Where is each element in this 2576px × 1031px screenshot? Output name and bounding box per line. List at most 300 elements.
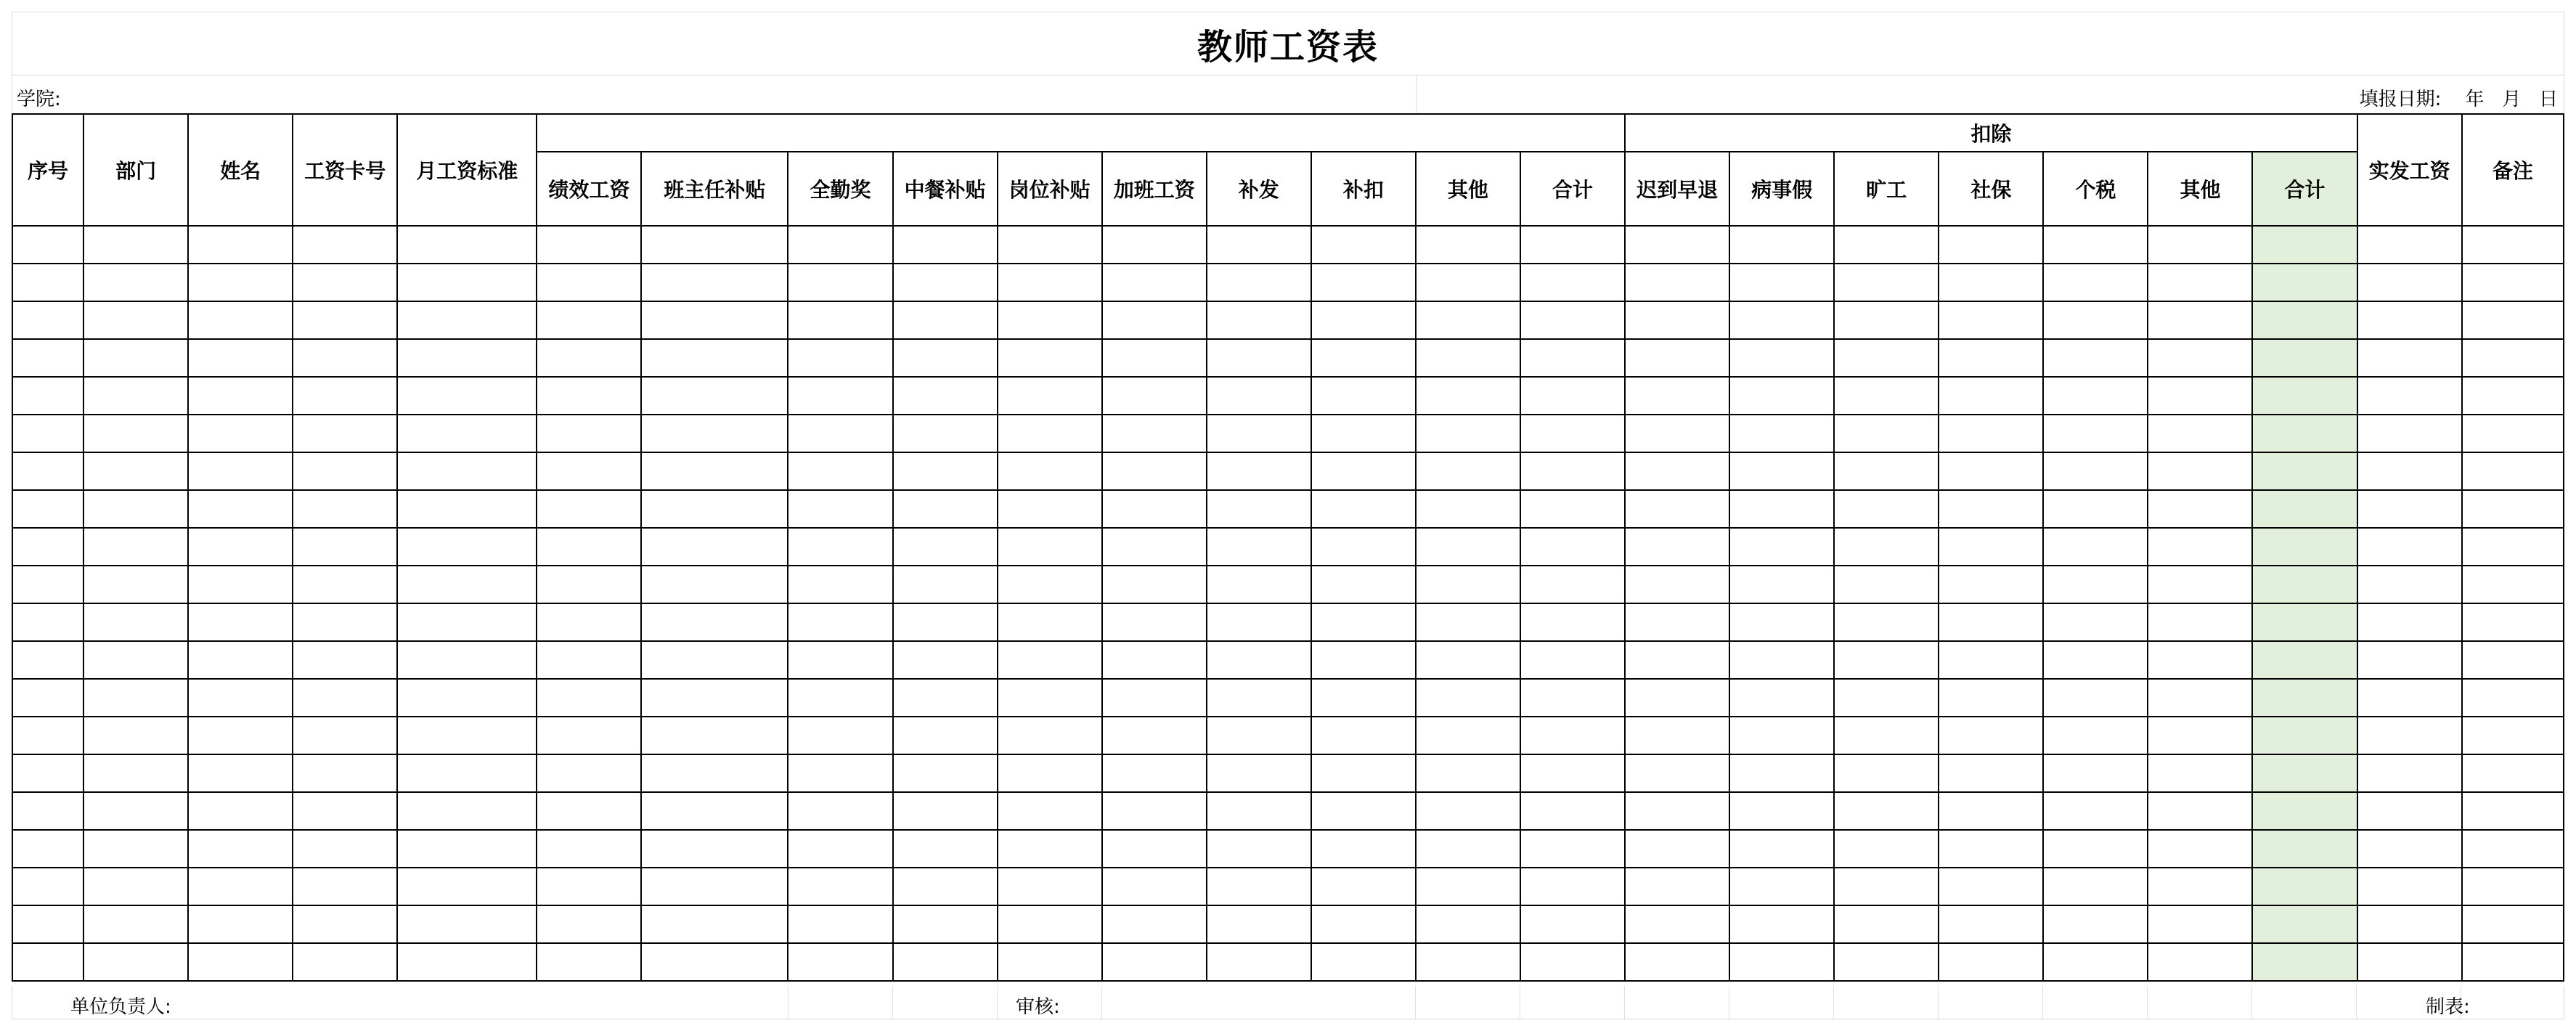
- table-cell[interactable]: [1102, 264, 1207, 301]
- table-cell[interactable]: [1939, 754, 2043, 792]
- table-cell[interactable]: [1939, 528, 2043, 566]
- table-cell[interactable]: [537, 679, 641, 717]
- table-cell[interactable]: [537, 301, 641, 339]
- table-cell[interactable]: [537, 528, 641, 566]
- table-cell[interactable]: [397, 377, 537, 415]
- table-cell[interactable]: [2252, 377, 2357, 415]
- table-cell[interactable]: [1939, 566, 2043, 603]
- table-cell[interactable]: [1939, 264, 2043, 301]
- table-cell[interactable]: [537, 943, 641, 981]
- table-cell[interactable]: [2043, 717, 2148, 754]
- table-cell[interactable]: [397, 603, 537, 641]
- table-cell[interactable]: [1102, 641, 1207, 679]
- table-cell[interactable]: [188, 792, 293, 830]
- table-cell[interactable]: [788, 377, 892, 415]
- table-cell[interactable]: [1625, 754, 1729, 792]
- table-cell[interactable]: [1207, 415, 1311, 452]
- table-cell[interactable]: [998, 754, 1102, 792]
- table-cell[interactable]: [1625, 415, 1729, 452]
- table-cell[interactable]: [893, 641, 998, 679]
- table-cell[interactable]: [1729, 415, 1834, 452]
- table-cell[interactable]: [893, 452, 998, 490]
- table-cell[interactable]: [1311, 754, 1416, 792]
- table-cell[interactable]: [397, 301, 537, 339]
- table-cell[interactable]: [1520, 792, 1625, 830]
- table-cell[interactable]: [998, 717, 1102, 754]
- table-cell[interactable]: [2462, 603, 2564, 641]
- table-cell[interactable]: [83, 641, 188, 679]
- table-cell[interactable]: [397, 905, 537, 943]
- table-cell[interactable]: [2357, 415, 2462, 452]
- table-cell[interactable]: [397, 566, 537, 603]
- table-cell[interactable]: [188, 641, 293, 679]
- table-cell[interactable]: [83, 301, 188, 339]
- table-cell[interactable]: [788, 264, 892, 301]
- table-cell[interactable]: [2148, 943, 2252, 981]
- table-cell[interactable]: [2148, 264, 2252, 301]
- table-cell[interactable]: [2357, 226, 2462, 264]
- table-cell[interactable]: [893, 754, 998, 792]
- table-cell[interactable]: [2148, 603, 2252, 641]
- table-cell[interactable]: [1102, 717, 1207, 754]
- table-cell[interactable]: [1520, 868, 1625, 905]
- table-cell[interactable]: [641, 792, 788, 830]
- table-cell[interactable]: [998, 792, 1102, 830]
- table-cell[interactable]: [188, 943, 293, 981]
- table-cell[interactable]: [12, 339, 83, 377]
- table-cell[interactable]: [788, 641, 892, 679]
- table-cell[interactable]: [893, 339, 998, 377]
- table-cell[interactable]: [2148, 679, 2252, 717]
- table-cell[interactable]: [2148, 566, 2252, 603]
- table-cell[interactable]: [998, 566, 1102, 603]
- table-cell[interactable]: [2043, 603, 2148, 641]
- table-cell[interactable]: [893, 490, 998, 528]
- table-cell[interactable]: [12, 226, 83, 264]
- table-cell[interactable]: [537, 792, 641, 830]
- table-cell[interactable]: [2357, 264, 2462, 301]
- table-cell[interactable]: [2462, 566, 2564, 603]
- table-cell[interactable]: [1102, 905, 1207, 943]
- table-cell[interactable]: [1207, 905, 1311, 943]
- table-cell[interactable]: [2357, 868, 2462, 905]
- table-cell[interactable]: [1939, 868, 2043, 905]
- table-cell[interactable]: [2462, 905, 2564, 943]
- table-cell[interactable]: [83, 830, 188, 868]
- table-cell[interactable]: [188, 830, 293, 868]
- table-cell[interactable]: [537, 415, 641, 452]
- table-cell[interactable]: [1939, 415, 2043, 452]
- table-cell[interactable]: [1729, 792, 1834, 830]
- table-cell[interactable]: [1311, 301, 1416, 339]
- table-cell[interactable]: [2252, 452, 2357, 490]
- table-cell[interactable]: [83, 264, 188, 301]
- table-cell[interactable]: [1625, 603, 1729, 641]
- table-cell[interactable]: [1520, 264, 1625, 301]
- table-cell[interactable]: [83, 377, 188, 415]
- table-cell[interactable]: [1939, 226, 2043, 264]
- table-cell[interactable]: [83, 415, 188, 452]
- table-cell[interactable]: [2357, 943, 2462, 981]
- table-cell[interactable]: [397, 868, 537, 905]
- table-cell[interactable]: [1625, 452, 1729, 490]
- table-cell[interactable]: [893, 264, 998, 301]
- table-cell[interactable]: [788, 905, 892, 943]
- table-cell[interactable]: [1729, 339, 1834, 377]
- table-cell[interactable]: [2252, 490, 2357, 528]
- table-cell[interactable]: [2043, 339, 2148, 377]
- table-cell[interactable]: [1625, 377, 1729, 415]
- table-cell[interactable]: [1102, 226, 1207, 264]
- table-cell[interactable]: [2043, 528, 2148, 566]
- table-cell[interactable]: [1834, 339, 1939, 377]
- table-cell[interactable]: [1834, 603, 1939, 641]
- table-cell[interactable]: [1416, 905, 1520, 943]
- table-cell[interactable]: [1834, 679, 1939, 717]
- table-cell[interactable]: [12, 792, 83, 830]
- table-cell[interactable]: [188, 339, 293, 377]
- table-cell[interactable]: [1102, 679, 1207, 717]
- table-cell[interactable]: [1207, 717, 1311, 754]
- table-cell[interactable]: [293, 566, 397, 603]
- table-cell[interactable]: [188, 868, 293, 905]
- table-cell[interactable]: [1416, 490, 1520, 528]
- table-cell[interactable]: [12, 830, 83, 868]
- table-cell[interactable]: [1834, 301, 1939, 339]
- table-cell[interactable]: [1834, 905, 1939, 943]
- table-cell[interactable]: [188, 415, 293, 452]
- table-cell[interactable]: [1520, 943, 1625, 981]
- table-cell[interactable]: [1207, 301, 1311, 339]
- table-cell[interactable]: [83, 339, 188, 377]
- table-cell[interactable]: [641, 679, 788, 717]
- table-cell[interactable]: [2462, 490, 2564, 528]
- table-cell[interactable]: [2148, 830, 2252, 868]
- table-cell[interactable]: [1416, 301, 1520, 339]
- table-cell[interactable]: [788, 679, 892, 717]
- table-cell[interactable]: [1102, 943, 1207, 981]
- table-cell[interactable]: [1729, 641, 1834, 679]
- table-cell[interactable]: [293, 717, 397, 754]
- table-cell[interactable]: [1729, 490, 1834, 528]
- table-cell[interactable]: [1939, 301, 2043, 339]
- table-cell[interactable]: [2252, 264, 2357, 301]
- table-cell[interactable]: [1729, 905, 1834, 943]
- table-cell[interactable]: [788, 566, 892, 603]
- table-cell[interactable]: [641, 603, 788, 641]
- table-cell[interactable]: [1311, 226, 1416, 264]
- table-cell[interactable]: [1207, 603, 1311, 641]
- table-cell[interactable]: [1520, 415, 1625, 452]
- table-cell[interactable]: [1729, 301, 1834, 339]
- table-cell[interactable]: [2148, 528, 2252, 566]
- table-cell[interactable]: [537, 377, 641, 415]
- table-cell[interactable]: [12, 490, 83, 528]
- table-cell[interactable]: [1520, 377, 1625, 415]
- table-cell[interactable]: [293, 301, 397, 339]
- table-cell[interactable]: [83, 528, 188, 566]
- table-cell[interactable]: [893, 717, 998, 754]
- table-cell[interactable]: [1520, 641, 1625, 679]
- table-cell[interactable]: [788, 943, 892, 981]
- table-cell[interactable]: [893, 301, 998, 339]
- table-cell[interactable]: [397, 641, 537, 679]
- table-cell[interactable]: [1729, 943, 1834, 981]
- table-cell[interactable]: [83, 905, 188, 943]
- table-cell[interactable]: [1416, 528, 1520, 566]
- table-cell[interactable]: [2043, 264, 2148, 301]
- table-cell[interactable]: [2043, 830, 2148, 868]
- table-cell[interactable]: [1207, 943, 1311, 981]
- table-cell[interactable]: [1834, 490, 1939, 528]
- table-cell[interactable]: [2252, 943, 2357, 981]
- table-cell[interactable]: [1207, 830, 1311, 868]
- table-cell[interactable]: [83, 868, 188, 905]
- table-cell[interactable]: [1311, 868, 1416, 905]
- table-cell[interactable]: [188, 603, 293, 641]
- table-cell[interactable]: [2148, 301, 2252, 339]
- table-cell[interactable]: [397, 264, 537, 301]
- table-cell[interactable]: [2252, 792, 2357, 830]
- table-cell[interactable]: [397, 754, 537, 792]
- table-cell[interactable]: [1416, 679, 1520, 717]
- table-cell[interactable]: [2252, 717, 2357, 754]
- table-cell[interactable]: [83, 603, 188, 641]
- table-cell[interactable]: [12, 415, 83, 452]
- table-cell[interactable]: [893, 792, 998, 830]
- table-cell[interactable]: [641, 868, 788, 905]
- table-cell[interactable]: [2357, 603, 2462, 641]
- table-cell[interactable]: [397, 679, 537, 717]
- table-cell[interactable]: [641, 943, 788, 981]
- table-cell[interactable]: [2148, 415, 2252, 452]
- table-cell[interactable]: [2462, 943, 2564, 981]
- table-cell[interactable]: [998, 905, 1102, 943]
- table-cell[interactable]: [788, 830, 892, 868]
- table-cell[interactable]: [2462, 679, 2564, 717]
- table-cell[interactable]: [2043, 301, 2148, 339]
- table-cell[interactable]: [2357, 905, 2462, 943]
- table-cell[interactable]: [1102, 868, 1207, 905]
- table-cell[interactable]: [2462, 792, 2564, 830]
- table-cell[interactable]: [293, 754, 397, 792]
- table-cell[interactable]: [2357, 528, 2462, 566]
- table-cell[interactable]: [998, 301, 1102, 339]
- table-cell[interactable]: [1102, 339, 1207, 377]
- table-cell[interactable]: [2148, 905, 2252, 943]
- table-cell[interactable]: [2462, 377, 2564, 415]
- table-cell[interactable]: [641, 452, 788, 490]
- table-cell[interactable]: [998, 603, 1102, 641]
- table-cell[interactable]: [1729, 868, 1834, 905]
- table-cell[interactable]: [293, 943, 397, 981]
- table-cell[interactable]: [1834, 264, 1939, 301]
- table-cell[interactable]: [2043, 905, 2148, 943]
- table-cell[interactable]: [2148, 226, 2252, 264]
- table-cell[interactable]: [293, 490, 397, 528]
- table-cell[interactable]: [2043, 754, 2148, 792]
- table-cell[interactable]: [1311, 717, 1416, 754]
- table-cell[interactable]: [1311, 679, 1416, 717]
- table-cell[interactable]: [1729, 226, 1834, 264]
- table-cell[interactable]: [1520, 566, 1625, 603]
- table-cell[interactable]: [641, 905, 788, 943]
- table-cell[interactable]: [1625, 226, 1729, 264]
- table-cell[interactable]: [188, 566, 293, 603]
- table-cell[interactable]: [1311, 264, 1416, 301]
- table-cell[interactable]: [1520, 754, 1625, 792]
- table-cell[interactable]: [293, 452, 397, 490]
- table-cell[interactable]: [1311, 339, 1416, 377]
- table-cell[interactable]: [998, 868, 1102, 905]
- table-cell[interactable]: [1520, 301, 1625, 339]
- table-cell[interactable]: [2357, 301, 2462, 339]
- table-cell[interactable]: [83, 943, 188, 981]
- table-cell[interactable]: [1102, 452, 1207, 490]
- table-cell[interactable]: [188, 905, 293, 943]
- table-cell[interactable]: [537, 339, 641, 377]
- table-cell[interactable]: [1834, 452, 1939, 490]
- table-cell[interactable]: [2043, 490, 2148, 528]
- table-cell[interactable]: [641, 830, 788, 868]
- table-cell[interactable]: [1416, 566, 1520, 603]
- table-cell[interactable]: [1520, 490, 1625, 528]
- table-cell[interactable]: [641, 566, 788, 603]
- table-cell[interactable]: [2043, 377, 2148, 415]
- table-cell[interactable]: [2252, 339, 2357, 377]
- table-cell[interactable]: [641, 641, 788, 679]
- table-cell[interactable]: [2462, 641, 2564, 679]
- table-cell[interactable]: [293, 226, 397, 264]
- table-cell[interactable]: [1102, 603, 1207, 641]
- table-cell[interactable]: [1729, 717, 1834, 754]
- table-cell[interactable]: [1520, 717, 1625, 754]
- table-cell[interactable]: [2252, 830, 2357, 868]
- table-cell[interactable]: [2148, 868, 2252, 905]
- table-cell[interactable]: [1102, 830, 1207, 868]
- table-cell[interactable]: [641, 377, 788, 415]
- table-cell[interactable]: [2043, 868, 2148, 905]
- table-cell[interactable]: [83, 754, 188, 792]
- table-cell[interactable]: [2252, 754, 2357, 792]
- table-cell[interactable]: [1207, 226, 1311, 264]
- table-cell[interactable]: [2462, 528, 2564, 566]
- table-cell[interactable]: [1520, 528, 1625, 566]
- table-cell[interactable]: [1729, 679, 1834, 717]
- table-cell[interactable]: [1834, 717, 1939, 754]
- table-cell[interactable]: [893, 566, 998, 603]
- table-cell[interactable]: [12, 679, 83, 717]
- table-cell[interactable]: [2357, 792, 2462, 830]
- table-cell[interactable]: [788, 301, 892, 339]
- table-cell[interactable]: [2462, 452, 2564, 490]
- table-cell[interactable]: [1939, 905, 2043, 943]
- table-cell[interactable]: [537, 226, 641, 264]
- table-cell[interactable]: [1207, 339, 1311, 377]
- table-cell[interactable]: [2043, 566, 2148, 603]
- table-cell[interactable]: [537, 905, 641, 943]
- table-cell[interactable]: [998, 415, 1102, 452]
- table-cell[interactable]: [1416, 452, 1520, 490]
- table-cell[interactable]: [188, 452, 293, 490]
- table-cell[interactable]: [2462, 264, 2564, 301]
- table-cell[interactable]: [2043, 226, 2148, 264]
- table-cell[interactable]: [12, 641, 83, 679]
- table-cell[interactable]: [2148, 377, 2252, 415]
- table-cell[interactable]: [188, 301, 293, 339]
- table-cell[interactable]: [537, 868, 641, 905]
- table-cell[interactable]: [12, 905, 83, 943]
- table-cell[interactable]: [537, 264, 641, 301]
- table-cell[interactable]: [1520, 226, 1625, 264]
- table-cell[interactable]: [2148, 754, 2252, 792]
- table-cell[interactable]: [1207, 264, 1311, 301]
- table-cell[interactable]: [641, 528, 788, 566]
- table-cell[interactable]: [1729, 528, 1834, 566]
- table-cell[interactable]: [1311, 415, 1416, 452]
- table-cell[interactable]: [998, 377, 1102, 415]
- table-cell[interactable]: [293, 679, 397, 717]
- table-cell[interactable]: [12, 603, 83, 641]
- table-cell[interactable]: [1834, 754, 1939, 792]
- table-cell[interactable]: [188, 717, 293, 754]
- table-cell[interactable]: [1729, 603, 1834, 641]
- table-cell[interactable]: [397, 943, 537, 981]
- table-cell[interactable]: [293, 792, 397, 830]
- table-cell[interactable]: [1416, 943, 1520, 981]
- table-cell[interactable]: [998, 943, 1102, 981]
- table-cell[interactable]: [893, 226, 998, 264]
- table-cell[interactable]: [188, 679, 293, 717]
- table-cell[interactable]: [1834, 943, 1939, 981]
- table-cell[interactable]: [1939, 603, 2043, 641]
- table-cell[interactable]: [1416, 415, 1520, 452]
- table-cell[interactable]: [1102, 301, 1207, 339]
- table-cell[interactable]: [1416, 226, 1520, 264]
- table-cell[interactable]: [998, 641, 1102, 679]
- table-cell[interactable]: [397, 830, 537, 868]
- table-cell[interactable]: [893, 905, 998, 943]
- table-cell[interactable]: [641, 339, 788, 377]
- table-cell[interactable]: [2357, 452, 2462, 490]
- table-cell[interactable]: [537, 490, 641, 528]
- table-cell[interactable]: [83, 792, 188, 830]
- table-cell[interactable]: [1520, 452, 1625, 490]
- table-cell[interactable]: [1102, 754, 1207, 792]
- table-cell[interactable]: [641, 717, 788, 754]
- table-cell[interactable]: [2357, 754, 2462, 792]
- table-cell[interactable]: [1520, 830, 1625, 868]
- table-cell[interactable]: [1625, 301, 1729, 339]
- table-cell[interactable]: [293, 264, 397, 301]
- table-cell[interactable]: [537, 754, 641, 792]
- table-cell[interactable]: [293, 905, 397, 943]
- table-cell[interactable]: [2252, 905, 2357, 943]
- table-cell[interactable]: [2252, 226, 2357, 264]
- table-cell[interactable]: [1729, 452, 1834, 490]
- table-cell[interactable]: [2357, 679, 2462, 717]
- table-cell[interactable]: [1102, 415, 1207, 452]
- table-cell[interactable]: [12, 566, 83, 603]
- table-cell[interactable]: [893, 830, 998, 868]
- table-cell[interactable]: [2462, 339, 2564, 377]
- table-cell[interactable]: [2462, 830, 2564, 868]
- table-cell[interactable]: [2148, 339, 2252, 377]
- table-cell[interactable]: [2148, 641, 2252, 679]
- table-cell[interactable]: [1311, 792, 1416, 830]
- table-cell[interactable]: [998, 264, 1102, 301]
- table-cell[interactable]: [537, 566, 641, 603]
